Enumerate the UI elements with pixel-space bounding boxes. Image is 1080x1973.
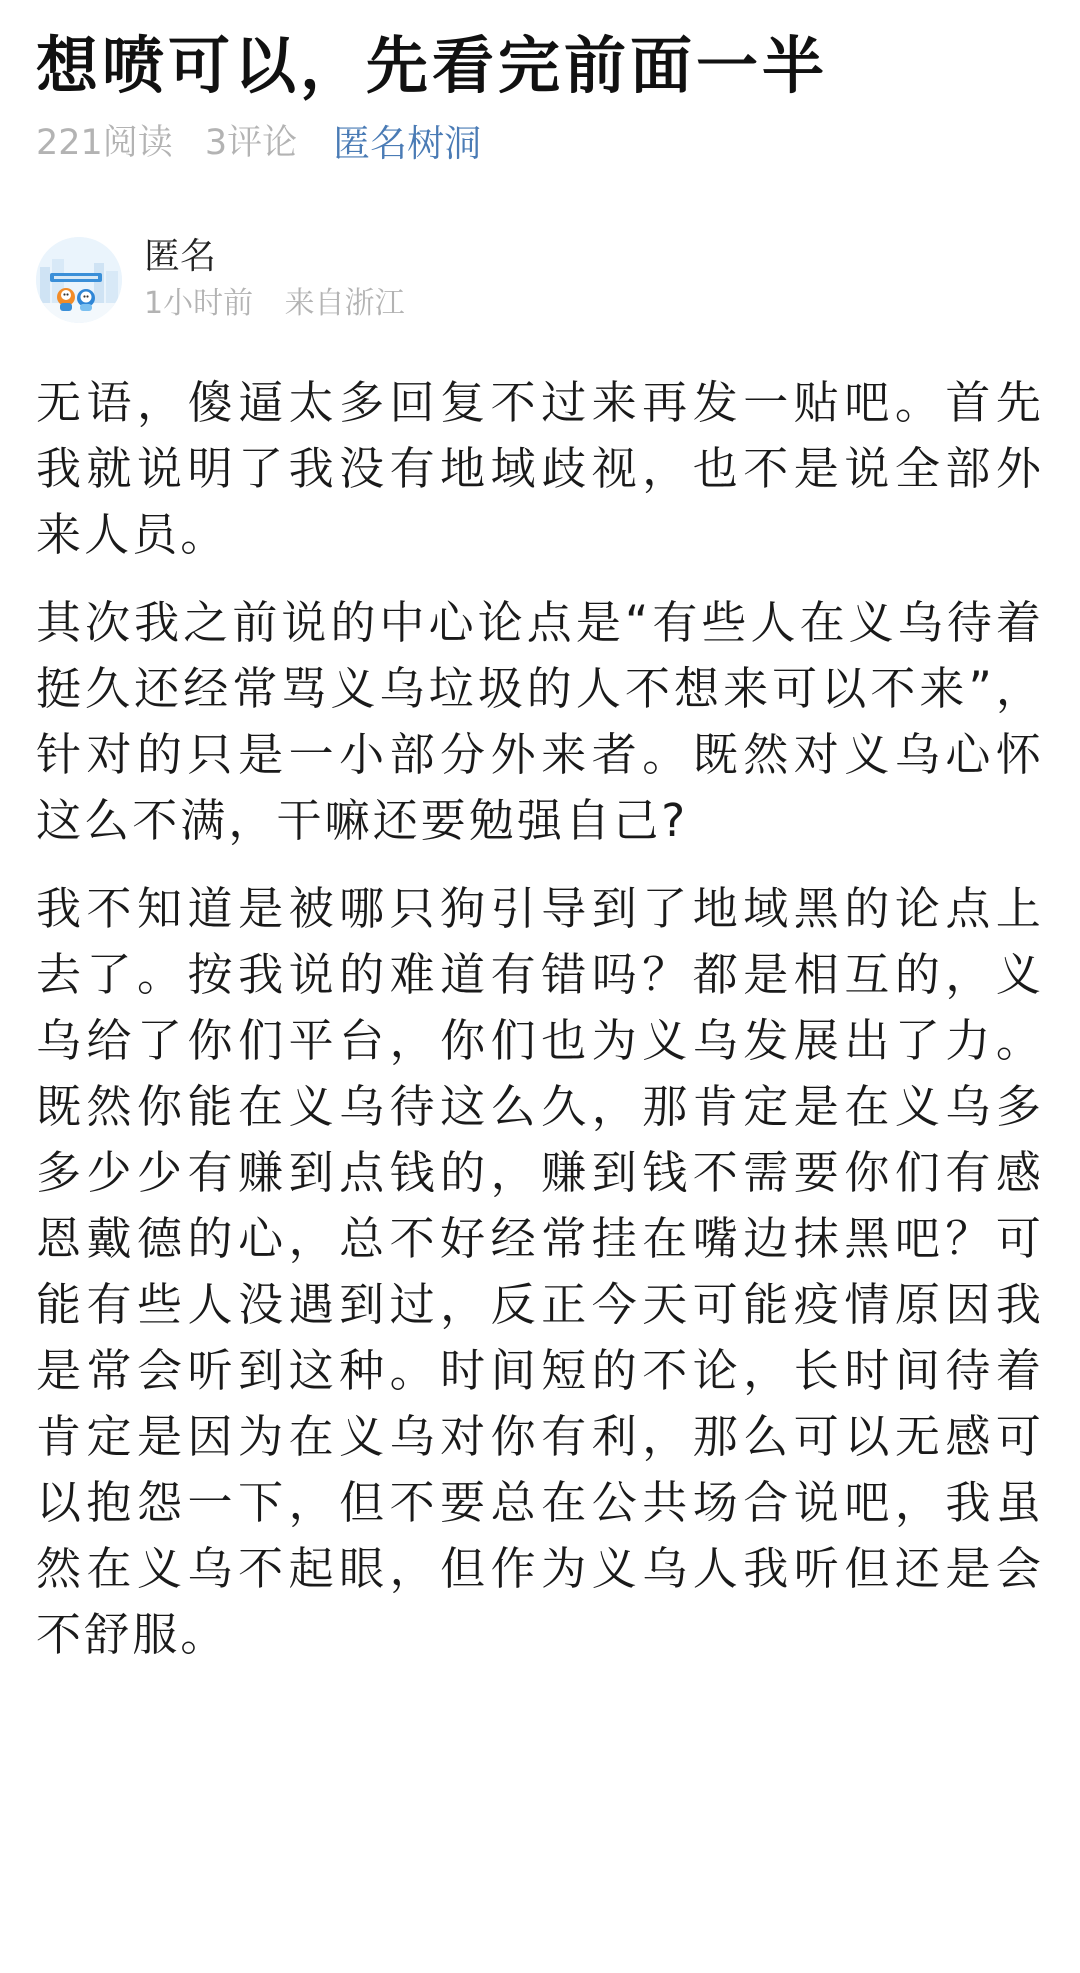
board-link[interactable]: 匿名树洞 — [333, 122, 482, 165]
author-subline — [144, 282, 405, 326]
content-paragraph: 无语，傻逼太多回复不过来再发一贴吧。首先我就说明了我没有地域歧视，也不是说全部外来人员。 — [36, 376, 1044, 561]
post-location: 来自浙江 — [284, 286, 405, 321]
anonymous-mascot-avatar-icon — [36, 237, 122, 323]
avatar[interactable] — [36, 237, 122, 323]
post-meta — [36, 110, 1044, 170]
author-info — [144, 234, 405, 326]
author-block — [36, 230, 1044, 330]
author-name[interactable]: 匿名 — [144, 236, 217, 277]
content-paragraph: 我不知道是被哪只狗引导到了地域黑的论点上去了。按我说的难道有错吗？都是相互的，义乌给了你们平台，你们也为义乌发展出了力。既然你能在义乌待这么久，那肯定是在义乌多多少少有赚到点钱的，赚到钱不需要你们有感恩戴德的心，总不好经常挂在嘴边抹黑吧？可能有些人没遇到过，反正今天可能疫情原因我是常会听到这种。时间短的不论，长时间待着肯定是因为在义乌对你有利，那么可以无感可以抱怨一下，但不要总在公共场合说吧，我虽然在义乌不起眼，但作为义乌人我听但还是会不舒服。 — [36, 882, 1044, 1661]
post-title: 想喷可以，先看完前面一半 — [36, 29, 829, 102]
read-count: 221阅读 — [36, 123, 173, 163]
post-content — [36, 370, 1044, 1668]
comment-count[interactable]: 3评论 — [204, 123, 298, 163]
content-paragraph: 其次我之前说的中心论点是“有些人在义乌待着挺久还经常骂义乌垃圾的人不想来可以不来”，针对的只是一小部分外来者。既然对义乌心怀这么不满，干嘛还要勉强自己? — [36, 596, 1044, 847]
post-time: 1小时前 — [144, 286, 254, 321]
